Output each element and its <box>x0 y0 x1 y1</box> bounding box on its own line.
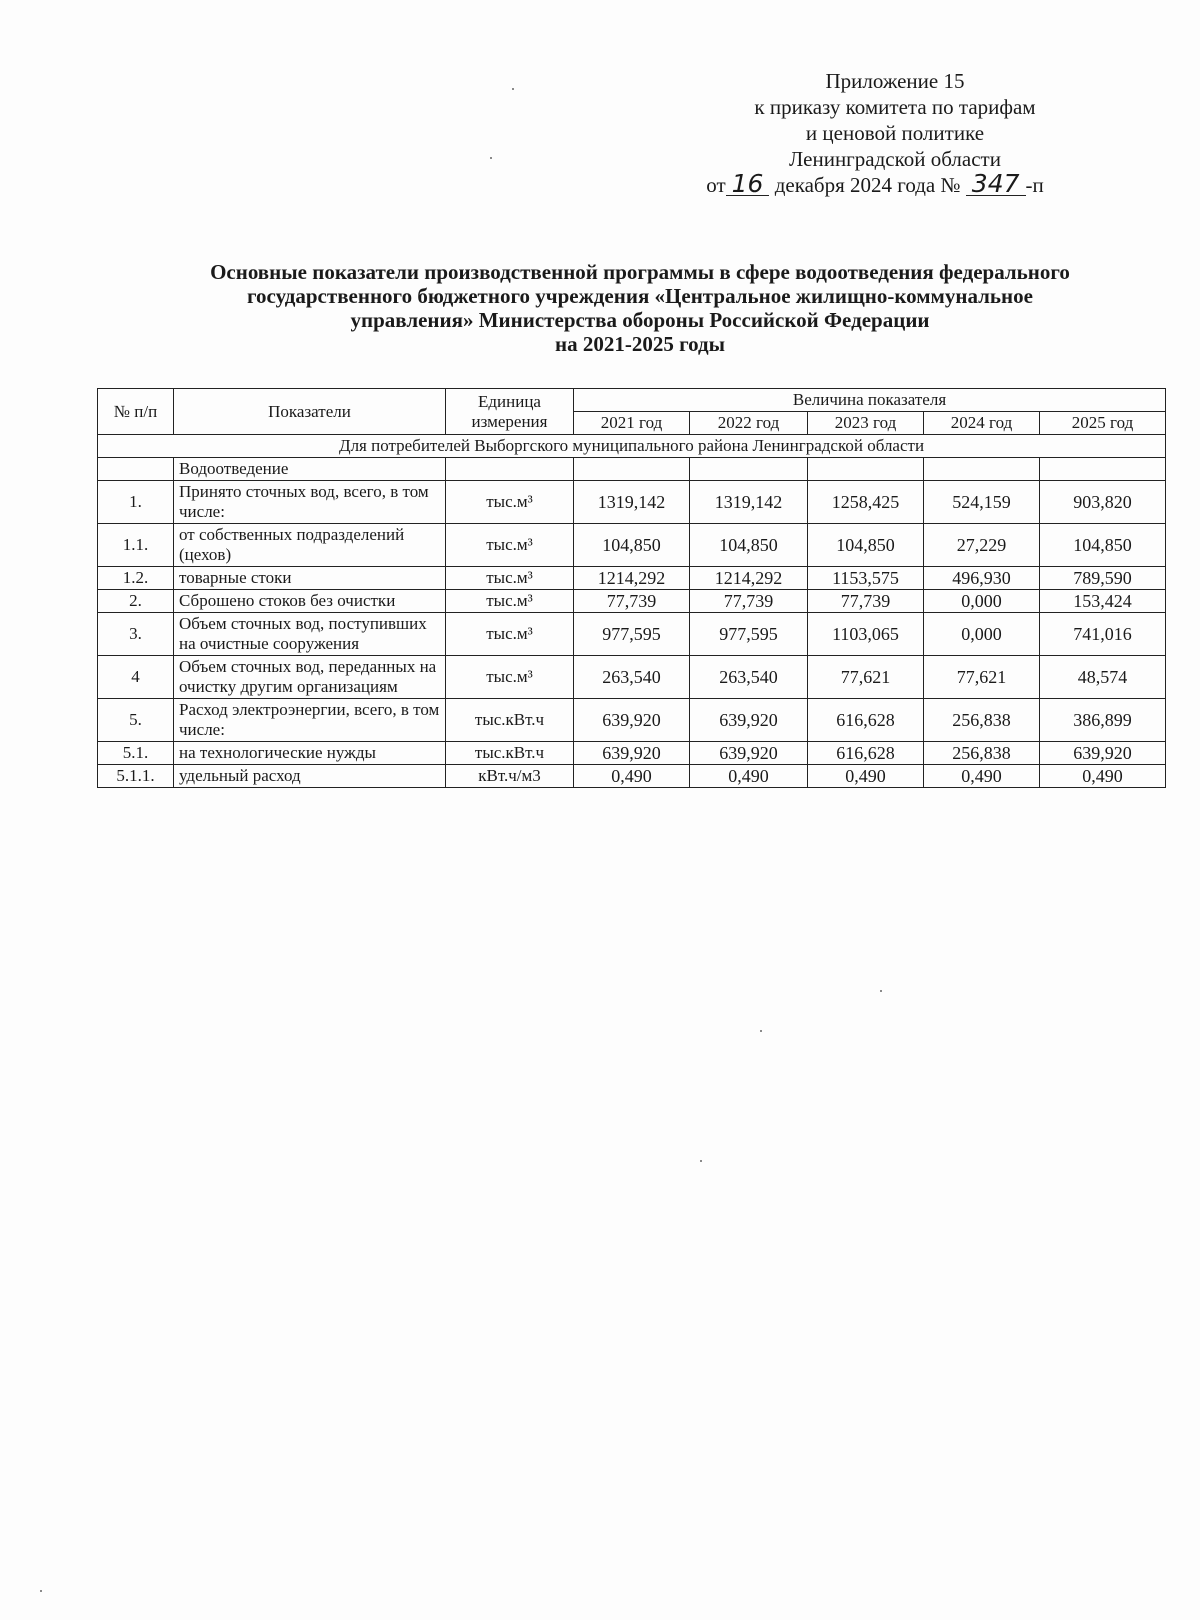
row-number: 1.2. <box>98 567 174 590</box>
row-value: 0,490 <box>574 765 690 788</box>
row-value: 77,621 <box>924 656 1040 699</box>
row-indicator: Расход электроэнергии, всего, в том числе: <box>174 699 446 742</box>
row-number: 3. <box>98 613 174 656</box>
row-value: 77,739 <box>574 590 690 613</box>
scan-speck <box>512 88 514 90</box>
subsection-blank <box>924 458 1040 481</box>
row-indicator: на технологические нужды <box>174 742 446 765</box>
row-value: 1214,292 <box>574 567 690 590</box>
row-indicator: Сброшено стоков без очистки <box>174 590 446 613</box>
subsection-blank <box>98 458 174 481</box>
scan-speck <box>760 1030 762 1032</box>
row-unit: тыс.м³ <box>446 656 574 699</box>
appendix-order-ref: к приказу комитета по тарифам <box>754 95 1036 119</box>
row-value: 256,838 <box>924 699 1040 742</box>
row-value: 104,850 <box>574 524 690 567</box>
subsection-blank <box>1040 458 1166 481</box>
header-num: № п/п <box>98 389 174 435</box>
scan-speck <box>700 1160 702 1162</box>
row-value: 0,490 <box>690 765 808 788</box>
table-row <box>98 613 1166 656</box>
row-number: 5.1.1. <box>98 765 174 788</box>
header-year: 2024 год <box>924 412 1040 435</box>
handwritten-day: 16 <box>726 173 770 196</box>
subsection-label: Водоотведение <box>174 458 446 481</box>
row-value: 0,490 <box>808 765 924 788</box>
row-indicator: Объем сточных вод, переданных на очистку другим организациям <box>174 656 446 699</box>
row-value: 639,920 <box>690 699 808 742</box>
row-value: 263,540 <box>690 656 808 699</box>
date-prefix: от <box>706 173 726 197</box>
title-line-3: управления» Министерства обороны Российской Федерации <box>350 308 930 332</box>
row-value: 639,920 <box>690 742 808 765</box>
title-line-1: Основные показатели производственной программы в сфере водоотведения федерального <box>210 260 1070 284</box>
row-unit: тыс.м³ <box>446 567 574 590</box>
handwritten-order-number: 347 <box>966 173 1026 196</box>
row-value: 903,820 <box>1040 481 1166 524</box>
row-value: 977,595 <box>574 613 690 656</box>
table-row <box>98 481 1166 524</box>
row-value: 639,920 <box>1040 742 1166 765</box>
row-unit: тыс.кВт.ч <box>446 699 574 742</box>
appendix-header <box>700 68 1090 198</box>
row-value: 1319,142 <box>690 481 808 524</box>
row-unit: тыс.м³ <box>446 590 574 613</box>
row-indicator: Принято сточных вод, всего, в том числе: <box>174 481 446 524</box>
date-middle: декабря 2024 года № <box>774 173 961 197</box>
row-unit: кВт.ч/м3 <box>446 765 574 788</box>
indicators-table <box>97 388 1166 788</box>
row-unit: тыс.м³ <box>446 481 574 524</box>
row-value: 639,920 <box>574 742 690 765</box>
appendix-committee: и ценовой политике <box>805 121 985 145</box>
row-number: 5.1. <box>98 742 174 765</box>
row-value: 0,000 <box>924 613 1040 656</box>
header-value-group: Величина показателя <box>574 389 1166 412</box>
row-value: 496,930 <box>924 567 1040 590</box>
subsection-blank <box>574 458 690 481</box>
row-value: 1214,292 <box>690 567 808 590</box>
row-value: 0,490 <box>1040 765 1166 788</box>
table-row <box>98 699 1166 742</box>
scan-speck <box>490 157 492 159</box>
subsection-blank <box>446 458 574 481</box>
row-value: 153,424 <box>1040 590 1166 613</box>
row-value: 1319,142 <box>574 481 690 524</box>
row-value: 0,490 <box>924 765 1040 788</box>
header-year: 2021 год <box>574 412 690 435</box>
scan-speck <box>880 990 882 992</box>
row-value: 77,739 <box>808 590 924 613</box>
row-value: 639,920 <box>574 699 690 742</box>
row-value: 977,595 <box>690 613 808 656</box>
row-value: 1153,575 <box>808 567 924 590</box>
subsection-blank <box>808 458 924 481</box>
row-indicator: от собственных подразделений (цехов) <box>174 524 446 567</box>
header-unit: Единица измерения <box>446 389 574 435</box>
table-row <box>98 524 1166 567</box>
appendix-region: Ленинградской области <box>789 147 1001 171</box>
row-value: 616,628 <box>808 742 924 765</box>
row-value: 104,850 <box>1040 524 1166 567</box>
row-value: 77,621 <box>808 656 924 699</box>
row-value: 48,574 <box>1040 656 1166 699</box>
row-value: 0,000 <box>924 590 1040 613</box>
row-unit: тыс.м³ <box>446 524 574 567</box>
title-line-4: на 2021-2025 годы <box>554 332 726 356</box>
row-value: 524,159 <box>924 481 1040 524</box>
row-unit: тыс.м³ <box>446 613 574 656</box>
row-number: 5. <box>98 699 174 742</box>
row-value: 104,850 <box>808 524 924 567</box>
table-row <box>98 590 1166 613</box>
order-date-line <box>660 169 1090 198</box>
header-indicator: Показатели <box>174 389 446 435</box>
row-number: 2. <box>98 590 174 613</box>
row-value: 256,838 <box>924 742 1040 765</box>
header-year: 2025 год <box>1040 412 1166 435</box>
table-row <box>98 742 1166 765</box>
header-year: 2022 год <box>690 412 808 435</box>
date-suffix: -п <box>1025 173 1044 197</box>
row-value: 263,540 <box>574 656 690 699</box>
table-row <box>98 656 1166 699</box>
row-value: 386,899 <box>1040 699 1166 742</box>
row-number: 1.1. <box>98 524 174 567</box>
row-value: 789,590 <box>1040 567 1166 590</box>
row-value: 1103,065 <box>808 613 924 656</box>
table-row <box>98 567 1166 590</box>
title-line-2: государственного бюджетного учреждения «Центральное жилищно-коммунальное <box>247 284 1033 308</box>
document-title <box>120 260 1160 356</box>
appendix-number: Приложение 15 <box>825 69 965 93</box>
subsection-blank <box>690 458 808 481</box>
row-indicator: Объем сточных вод, поступивших на очистные сооружения <box>174 613 446 656</box>
row-indicator: удельный расход <box>174 765 446 788</box>
row-value: 741,016 <box>1040 613 1166 656</box>
row-value: 27,229 <box>924 524 1040 567</box>
row-indicator: товарные стоки <box>174 567 446 590</box>
row-value: 1258,425 <box>808 481 924 524</box>
scan-speck <box>40 1590 42 1592</box>
row-number: 4 <box>98 656 174 699</box>
row-value: 77,739 <box>690 590 808 613</box>
header-year: 2023 год <box>808 412 924 435</box>
section-row: Для потребителей Выборгского муниципального района Ленинградской области <box>98 435 1166 458</box>
row-value: 616,628 <box>808 699 924 742</box>
row-number: 1. <box>98 481 174 524</box>
row-unit: тыс.кВт.ч <box>446 742 574 765</box>
table-row <box>98 765 1166 788</box>
row-value: 104,850 <box>690 524 808 567</box>
